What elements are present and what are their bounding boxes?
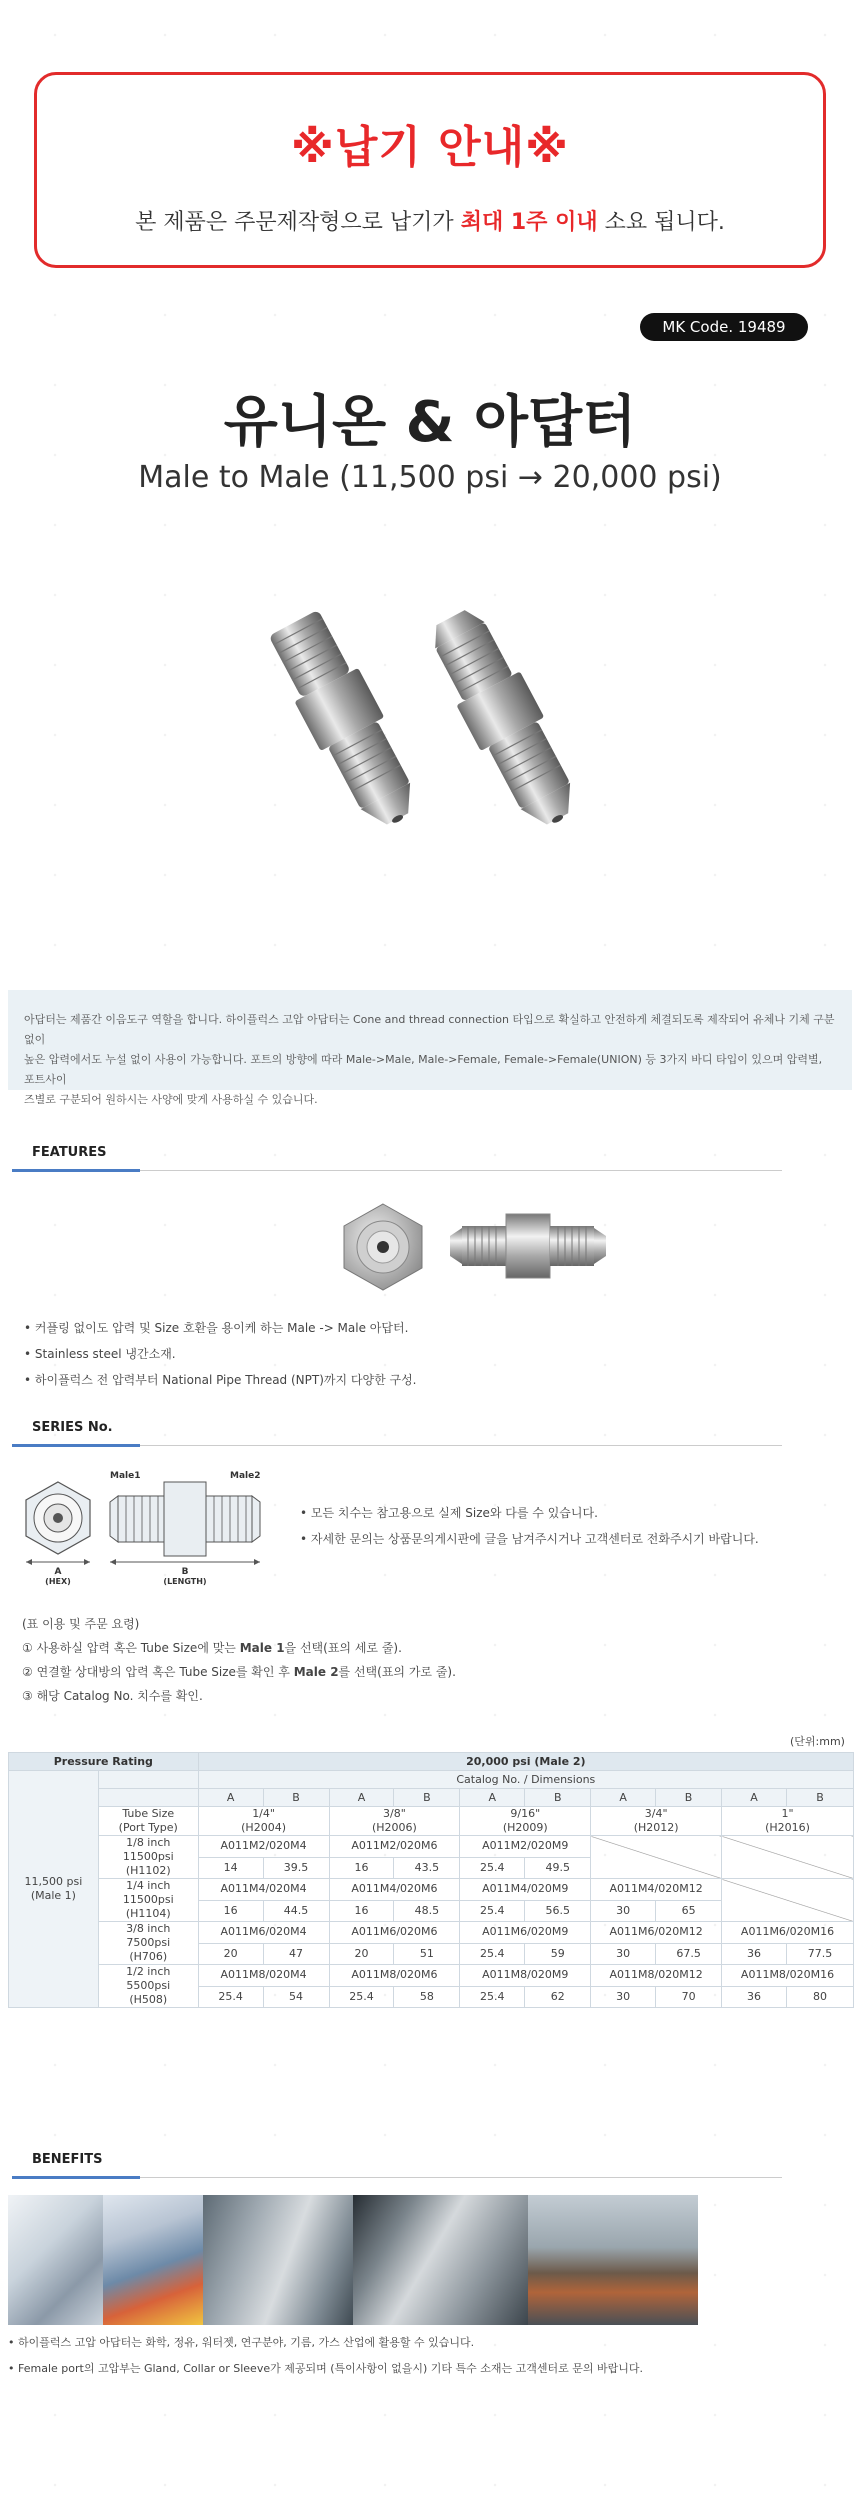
dimension-b: 54 [263, 1986, 329, 2008]
dimension-b: 70 [656, 1986, 722, 2008]
dimension-a: 16 [329, 1900, 394, 1922]
adapter-image [385, 600, 625, 840]
row-port: (H508) [129, 1993, 168, 2006]
catalog-number: A011M4/020M4 [198, 1879, 329, 1901]
male1-header [9, 1771, 99, 2008]
row-size: 1/4 inch [126, 1879, 171, 1892]
section-divider [12, 2177, 782, 2178]
dimension-a: 25.4 [329, 1986, 394, 2008]
blank-cell [98, 1771, 198, 1789]
adapter-side-view-image [448, 1208, 608, 1284]
usage-guide [22, 1612, 456, 1708]
hex-caption: (HEX) [45, 1577, 71, 1586]
dimension-b: 65 [656, 1900, 722, 1922]
dimension-notes [300, 1500, 759, 1552]
row-header [98, 1965, 198, 2008]
description-line: 즈별로 구분되어 원하시는 사양에 맞게 사용하실 수 있습니다. [24, 1093, 318, 1106]
table-header-row [9, 1789, 854, 1807]
usage-step [22, 1660, 456, 1684]
usage-step-text: ② 연결할 상대방의 압력 혹은 Tube Size를 확인 후 [22, 1665, 294, 1679]
column-port: (H2012) [633, 1821, 679, 1834]
catalog-number: A011M2/020M9 [460, 1836, 591, 1858]
male1-label: Male1 [110, 1471, 141, 1481]
tube-size-header [98, 1807, 198, 1836]
catalog-header: Catalog No. / Dimensions [198, 1771, 853, 1789]
notice-text-after: 소요 됩니다. [597, 210, 725, 235]
dimension-b: 77.5 [786, 1943, 853, 1965]
description-band [8, 990, 852, 1106]
column-size: 3/8" [383, 1807, 406, 1820]
dimension-a: 25.4 [460, 1943, 525, 1965]
dimension-a: 25.4 [460, 1857, 525, 1879]
a-header: A [460, 1789, 525, 1807]
dimension-a: 25.4 [460, 1986, 525, 2008]
dimension-a: 36 [722, 1986, 787, 2008]
b-header: B [525, 1789, 591, 1807]
list-item: • 커플링 없이도 압력 및 Size 호환을 용이케 하는 Male -> Male 아답터. [24, 1315, 416, 1341]
a-header: A [722, 1789, 787, 1807]
b-header: B [656, 1789, 722, 1807]
usage-step [22, 1684, 456, 1708]
blank-cell [98, 1789, 198, 1807]
male1-pressure: 11,500 psi [24, 1875, 83, 1888]
benefits-list [8, 2330, 643, 2382]
benefits-image-strip [8, 2195, 698, 2325]
column-header [460, 1807, 591, 1836]
not-available-cell [591, 1836, 722, 1879]
dimension-a: 30 [591, 1986, 656, 2008]
dimension-b: 62 [525, 1986, 591, 2008]
dimension-a: 14 [198, 1857, 263, 1879]
features-section-header [12, 1145, 782, 1171]
column-port: (H2009) [502, 1821, 548, 1834]
dimension-diagram [14, 1468, 278, 1586]
hex-dimension-label: A [54, 1567, 62, 1577]
product-subtitle: Male to Male (11,500 psi → 20,000 psi) [138, 460, 722, 495]
mk-code-badge: MK Code. 19489 [640, 313, 808, 341]
dimension-b: 80 [786, 1986, 853, 2008]
catalog-number: A011M6/020M12 [591, 1922, 722, 1944]
male1-caption: (Male 1) [30, 1889, 76, 1902]
column-port: (H2016) [765, 1821, 810, 1834]
series-title: SERIES No. [32, 1420, 113, 1435]
male2-label: Male2 [230, 1471, 261, 1481]
row-psi: 11500psi [122, 1850, 174, 1863]
dimension-a: 25.4 [460, 1900, 525, 1922]
table-header-row [9, 1771, 854, 1789]
dimension-b: 39.5 [263, 1857, 329, 1879]
dimension-b: 59 [525, 1943, 591, 1965]
notice-text-highlight: 최대 1주 이내 [460, 210, 598, 235]
column-port: (H2004) [241, 1821, 286, 1834]
features-list [24, 1315, 416, 1393]
not-available-cell [722, 1879, 854, 1922]
series-section-header [12, 1420, 782, 1446]
catalog-number: A011M8/020M16 [722, 1965, 854, 1987]
dimension-b: 56.5 [525, 1900, 591, 1922]
catalog-number: A011M8/020M12 [591, 1965, 722, 1987]
column-header [722, 1807, 854, 1836]
table-header-row [9, 1753, 854, 1771]
benefit-image-waterjet [203, 2195, 353, 2325]
catalog-number: A011M2/020M4 [198, 1836, 329, 1858]
usage-step-text: ① 사용하실 압력 혹은 Tube Size에 맞는 [22, 1641, 240, 1655]
description-line: 아답터는 제품간 이음도구 역할을 합니다. 하이플럭스 고압 아답터는 Cone and thread connection 타입으로 확실하고 안전하게 체결되도록 제작되어 유체나 기체 구분 없이 [24, 1013, 835, 1046]
dimension-b: 47 [263, 1943, 329, 1965]
table-row [9, 1965, 854, 1987]
benefit-image-industrial [353, 2195, 528, 2325]
male2-header: 20,000 psi (Male 2) [198, 1753, 853, 1771]
catalog-number: A011M6/020M6 [329, 1922, 460, 1944]
column-size: 3/4" [644, 1807, 668, 1820]
a-header: A [591, 1789, 656, 1807]
spec-table [8, 1752, 854, 2008]
benefits-section-header [12, 2152, 782, 2178]
usage-step-bold: Male 1 [239, 1641, 285, 1655]
catalog-number: A011M8/020M4 [198, 1965, 329, 1987]
delivery-notice [34, 72, 826, 268]
catalog-number: A011M6/020M16 [722, 1922, 854, 1944]
list-item: • 모든 치수는 참고용으로 실제 Size와 다를 수 있습니다. [300, 1500, 759, 1526]
usage-step-text: ③ 해당 Catalog No. 치수를 확인. [22, 1689, 203, 1703]
dimension-a: 20 [329, 1943, 394, 1965]
usage-step [22, 1636, 456, 1660]
b-header: B [263, 1789, 329, 1807]
b-header: B [786, 1789, 853, 1807]
catalog-number: A011M6/020M4 [198, 1922, 329, 1944]
usage-title: (표 이용 및 주문 요령) [22, 1617, 140, 1631]
description-line: 높은 압력에서도 누설 없이 사용이 가능합니다. 포트의 방향에 따라 Male->Male, Male->Female, Female->Female(UNION) 등 3가지 바디 타입이 있으며 압력별, 포트사이 [24, 1053, 823, 1086]
dimension-b: 49.5 [525, 1857, 591, 1879]
table-row [9, 1922, 854, 1944]
column-header [198, 1807, 329, 1836]
list-item: • Stainless steel 냉간소재. [24, 1341, 416, 1367]
dimension-a: 36 [722, 1943, 787, 1965]
benefit-image-chemistry [103, 2195, 203, 2325]
unit-label: (단위:mm) [790, 1735, 845, 1748]
product-title: 유니온 & 아답터 [223, 390, 637, 455]
section-divider [12, 1445, 782, 1446]
dimension-b: 44.5 [263, 1900, 329, 1922]
a-header: A [329, 1789, 394, 1807]
dimension-a: 30 [591, 1900, 656, 1922]
list-item: • 하이플럭스 전 압력부터 National Pipe Thread (NPT)까지 다양한 구성. [24, 1367, 416, 1393]
column-size: 9/16" [510, 1807, 541, 1820]
row-header [98, 1922, 198, 1965]
catalog-number: A011M4/020M12 [591, 1879, 722, 1901]
row-header [98, 1879, 198, 1922]
dimension-b: 48.5 [394, 1900, 460, 1922]
port-type-label: (Port Type) [118, 1821, 178, 1834]
pressure-rating-header: Pressure Rating [9, 1753, 199, 1771]
dimension-a: 16 [329, 1857, 394, 1879]
catalog-number: A011M6/020M9 [460, 1922, 591, 1944]
usage-step-text: 을 선택(표의 세로 줄). [284, 1641, 402, 1655]
column-header [591, 1807, 722, 1836]
dimension-b: 51 [394, 1943, 460, 1965]
catalog-number: A011M8/020M9 [460, 1965, 591, 1987]
dimension-a: 30 [591, 1943, 656, 1965]
dimension-a: 16 [198, 1900, 263, 1922]
row-port: (H1102) [125, 1864, 171, 1877]
column-size: 1" [781, 1807, 794, 1820]
benefits-title: BENEFITS [32, 2152, 103, 2167]
length-caption: (LENGTH) [163, 1577, 207, 1586]
table-row [9, 1879, 854, 1901]
benefit-image-oil-rig [528, 2195, 698, 2325]
row-size: 1/2 inch [126, 1965, 171, 1978]
catalog-number: A011M4/020M6 [329, 1879, 460, 1901]
notice-text-before: 본 제품은 주문제작형으로 납기가 [135, 210, 461, 235]
catalog-number: A011M2/020M6 [329, 1836, 460, 1858]
row-port: (H706) [129, 1950, 168, 1963]
column-header [329, 1807, 460, 1836]
row-port: (H1104) [125, 1907, 171, 1920]
column-size: 1/4" [252, 1807, 275, 1820]
usage-step-bold: Male 2 [293, 1665, 339, 1679]
column-port: (H2006) [371, 1821, 417, 1834]
notice-title: ※납기 안내※ [291, 122, 569, 173]
row-size: 1/8 inch [126, 1836, 171, 1849]
row-header [98, 1836, 198, 1879]
notice-text [37, 205, 823, 236]
list-item: • 자세한 문의는 상품문의게시판에 글을 남겨주시거나 고객센터로 전화주시기 바랍니다. [300, 1526, 759, 1552]
a-header: A [198, 1789, 263, 1807]
row-psi: 5500psi [126, 1979, 171, 1992]
tube-size-label: Tube Size [122, 1807, 175, 1820]
dimension-a: 25.4 [198, 1986, 263, 2008]
row-psi: 11500psi [122, 1893, 174, 1906]
row-size: 3/8 inch [126, 1922, 171, 1935]
b-header: B [394, 1789, 460, 1807]
table-header-row [9, 1807, 854, 1836]
section-divider [12, 1170, 782, 1171]
features-title: FEATURES [32, 1145, 107, 1160]
dimension-b: 67.5 [656, 1943, 722, 1965]
hex-end-view-image [338, 1202, 428, 1292]
list-item: • 하이플럭스 고압 아답터는 화학, 정유, 워터젯, 연구분야, 기름, 가스 산업에 활용할 수 있습니다. [8, 2330, 643, 2356]
usage-step-text: 를 선택(표의 가로 줄). [338, 1665, 456, 1679]
dimension-b: 58 [394, 1986, 460, 2008]
row-psi: 7500psi [126, 1936, 171, 1949]
product-image-right [385, 600, 625, 840]
catalog-number: A011M8/020M6 [329, 1965, 460, 1987]
benefit-image-lab [8, 2195, 103, 2325]
dimension-b: 43.5 [394, 1857, 460, 1879]
dimension-a: 20 [198, 1943, 263, 1965]
length-dimension-label: B [181, 1567, 189, 1577]
list-item: • Female port의 고압부는 Gland, Collar or Sleeve가 제공되며 (특이사항이 없을시) 기타 특수 소재는 고객센터로 문의 바랍니다. [8, 2356, 643, 2382]
catalog-number: A011M4/020M9 [460, 1879, 591, 1901]
table-row [9, 1836, 854, 1858]
not-available-cell [722, 1836, 854, 1879]
